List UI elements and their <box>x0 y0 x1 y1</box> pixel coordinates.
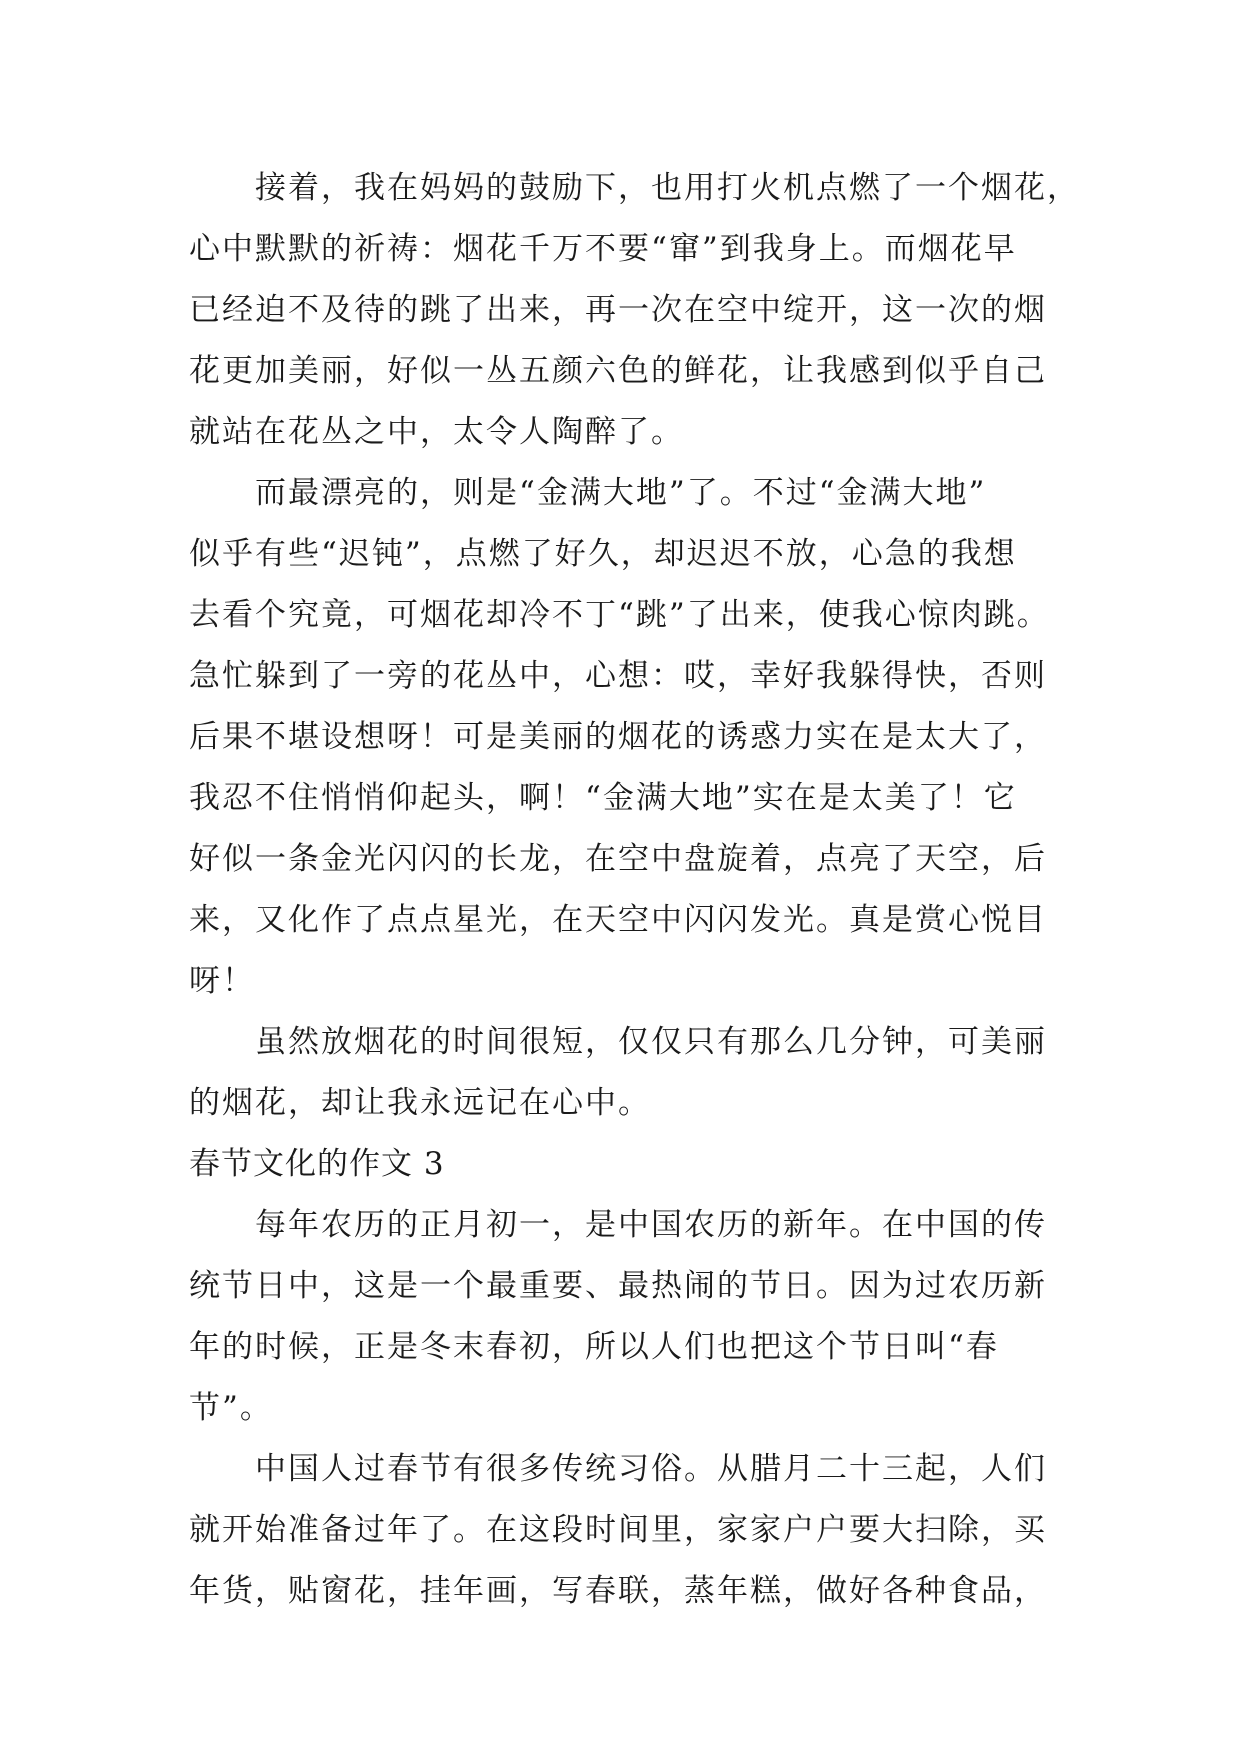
text-line: 统节日中，这是一个最重要、最热闹的节日。因为过农历新 <box>189 1268 1047 1304</box>
text-line: 每年农历的正月初一，是中国农历的新年。在中国的传 <box>255 1207 1047 1243</box>
text-line: 虽然放烟花的时间很短，仅仅只有那么几分钟，可美丽 <box>255 1024 1047 1060</box>
text-line: 的烟花，却让我永远记在心中。 <box>189 1085 651 1121</box>
text-line: 节”。 <box>189 1390 273 1426</box>
paragraph-fireworks-2 <box>189 463 1061 1012</box>
text-line: 似乎有些“迟钝”，点燃了好久，却迟迟不放，心急的我想 <box>189 536 1017 572</box>
text-line: 急忙躲到了一旁的花丛中，心想：哎，幸好我躲得快，否则 <box>189 658 1047 694</box>
text-line: 就站在花丛之中，太令人陶醉了。 <box>189 414 684 450</box>
text-line: 后果不堪设想呀！可是美丽的烟花的诱惑力实在是太大了， <box>189 719 1047 755</box>
text-line: 好似一条金光闪闪的长龙，在空中盘旋着，点亮了天空，后 <box>189 841 1047 877</box>
paragraph-spring-festival-1 <box>189 1195 1061 1439</box>
paragraph-fireworks-3 <box>189 1012 1061 1134</box>
text-line: 呀！ <box>189 963 255 999</box>
text-line: 我忍不住悄悄仰起头，啊！“金满大地”实在是太美了！它 <box>189 780 1017 816</box>
text-line: 接着，我在妈妈的鼓励下，也用打火机点燃了一个烟花， <box>255 170 1080 206</box>
text-line: 年货，贴窗花，挂年画，写春联，蒸年糕，做好各种食品， <box>189 1573 1047 1609</box>
text-line: 而最漂亮的，则是“金满大地”了。不过“金满大地” <box>255 475 987 511</box>
text-line: 就开始准备过年了。在这段时间里，家家户户要大扫除，买 <box>189 1512 1047 1548</box>
text-line: 中国人过春节有很多传统习俗。从腊月二十三起，人们 <box>255 1451 1047 1487</box>
text-line: 去看个究竟，可烟花却冷不丁“跳”了出来，使我心惊肉跳。 <box>189 597 1050 633</box>
text-line: 来，又化作了点点星光，在天空中闪闪发光。真是赏心悦目 <box>189 902 1047 938</box>
paragraph-fireworks-1 <box>189 158 1080 463</box>
text-line: 已经迫不及待的跳了出来，再一次在空中绽开，这一次的烟 <box>189 292 1047 328</box>
document-page <box>189 158 1080 1622</box>
text-line: 年的时候，正是冬末春初，所以人们也把这个节日叫“春 <box>189 1329 999 1365</box>
paragraph-spring-festival-2 <box>189 1439 1061 1622</box>
section-heading: 春节文化的作文 3 <box>189 1146 445 1182</box>
text-line: 心中默默的祈祷：烟花千万不要“窜”到我身上。而烟花早 <box>189 231 1017 267</box>
text-line: 花更加美丽，好似一丛五颜六色的鲜花，让我感到似乎自己 <box>189 353 1047 389</box>
